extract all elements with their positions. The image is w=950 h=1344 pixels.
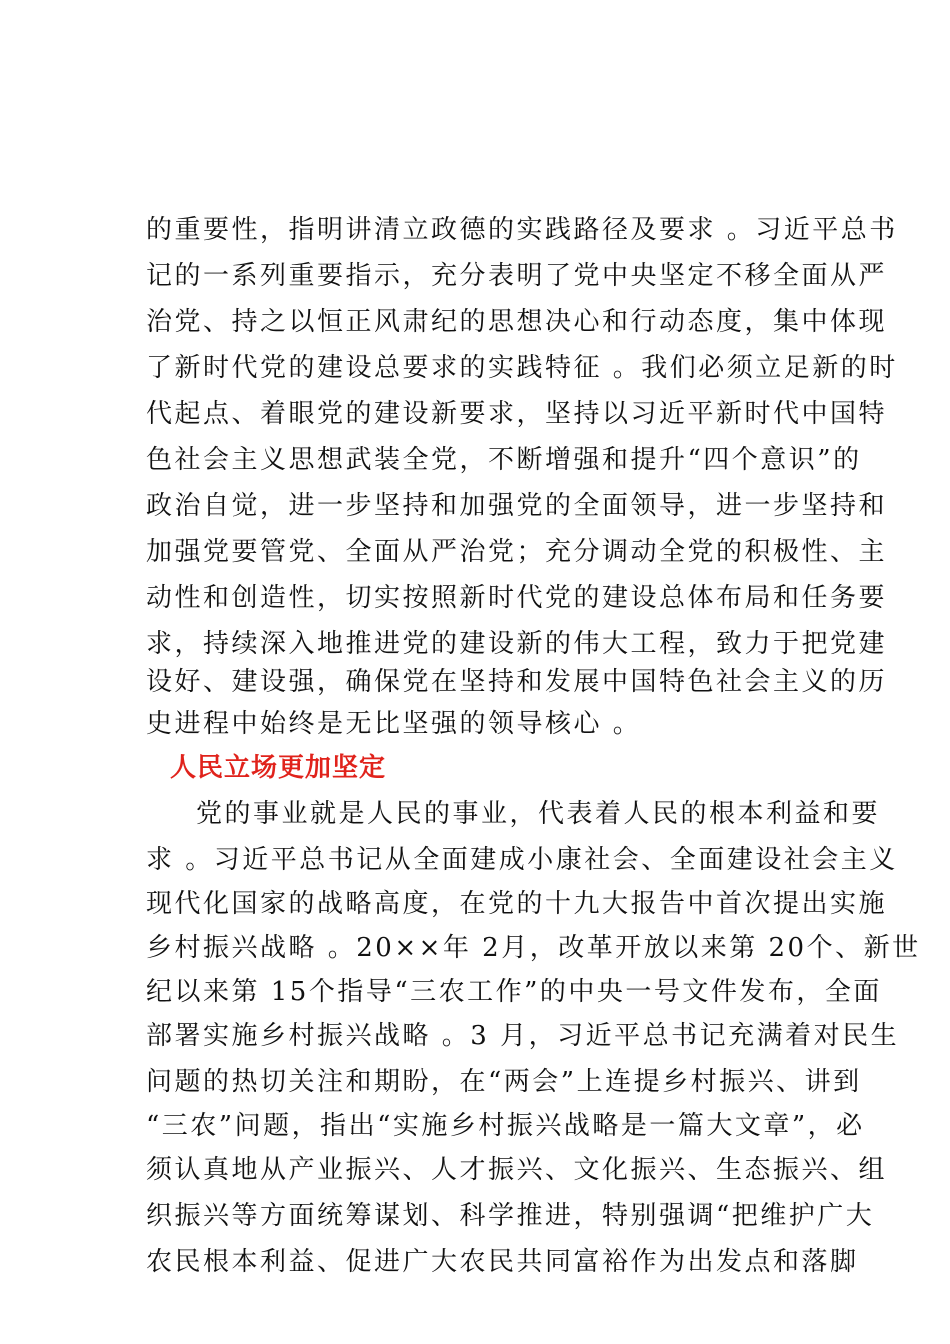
text-line: 设好、建设强，确保党在坚持和发展中国特色社会主义的历 [146,667,888,697]
text-line: 治党、持之以恒正风肃纪的思想决心和行动态度，集中体现 [146,307,888,337]
text-line: 求，持续深入地推进党的建设新的伟大工程，致力于把党建 [146,629,888,659]
text-line: 织振兴等方面统筹谋划、科学推进，特别强调“把维护广大 [146,1201,875,1231]
text-line: 部署实施乡村振兴战略 。3 月，习近平总书记充满着对民生 [146,1021,900,1051]
text-line: 代起点、着眼党的建设新要求，坚持以习近平新时代中国特 [146,399,888,429]
text-line: 问题的热切关注和期盼，在“两会”上连提乡村振兴、讲到 [146,1067,862,1097]
text-line: 的重要性，指明讲清立政德的实践路径及要求 。习近平总书 [146,215,898,245]
text-line: 记的一系列重要指示，充分表明了党中央坚定不移全面从严 [146,261,888,291]
text-line: 求 。习近平总书记从全面建成小康社会、全面建设社会主义 [146,845,898,875]
text-line: 加强党要管党、全面从严治党；充分调动全党的积极性、主 [146,537,888,567]
text-line: 乡村振兴战略 。20××年 2月，改革开放以来第 20个、新世 [146,933,921,963]
text-line: 农民根本利益、促进广大农民共同富裕作为出发点和落脚 [146,1247,859,1277]
text-line: 现代化国家的战略高度，在党的十九大报告中首次提出实施 [146,889,888,919]
text-line: “三农”问题，指出“实施乡村振兴战略是一篇大文章”，必 [146,1111,865,1141]
section-heading: 人民立场更加坚定 [170,753,387,783]
text-line: 政治自觉，进一步坚持和加强党的全面领导，进一步坚持和 [146,491,888,521]
text-line: 史进程中始终是无比坚强的领导核心 。 [146,709,642,739]
text-line: 纪以来第 15个指导“三农工作”的中央一号文件发布，全面 [146,977,882,1007]
text-line: 须认真地从产业振兴、人才振兴、文化振兴、生态振兴、组 [146,1155,888,1185]
text-line: 动性和创造性，切实按照新时代党的建设总体布局和任务要 [146,583,888,613]
text-line: 色社会主义思想武装全党，不断增强和提升“四个意识”的 [146,445,862,475]
text-line: 党的事业就是人民的事业，代表着人民的根本利益和要 [196,799,881,829]
text-line: 了新时代党的建设总要求的实践特征 。我们必须立足新的时 [146,353,898,383]
